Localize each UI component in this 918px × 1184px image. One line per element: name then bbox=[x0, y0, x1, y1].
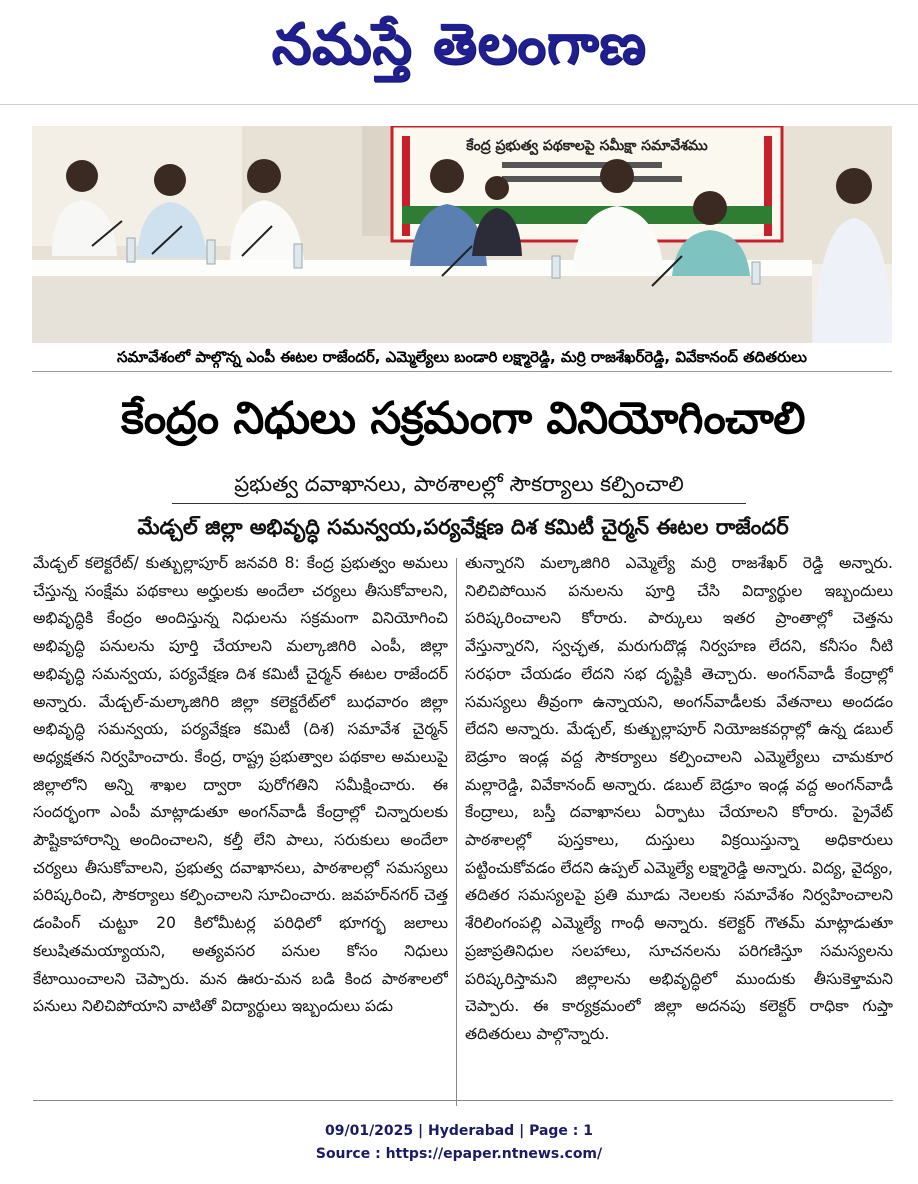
article-column-right bbox=[465, 550, 893, 1110]
article-paragraph: తున్నారని మల్కాజిగిరి ఎమ్మెల్యే మర్రి రాజశేఖర్ రెడ్డి అన్నారు. నిలిచిపోయిన పనులను పూర్తి చేసి విద్యార్థుల ఇబ్బందులు పరిష్కరించాలని కోరారు. పార్కులు ఇతర ప్రాంతాల్లో చెత్తను వేస్తున్నారని, స్వచ్ఛత, మరుగుదొడ్ల నిర్వహణ లేదని, కనీసం నీటి సరఫరా చేయడం లేదని సభ దృష్టికి తెచ్చారు. అంగన్‌వాడీ కేంద్రాల్లో సమస్యలు తీవ్రంగా ఉన్నాయని, అంగన్‌వాడీలకు వేతనాలు అందడం లేదని అన్నారు. మేడ్చల్, కుత్బుల్లాపూర్ నియోజకవర్గాల్లో ఉన్న డబుల్ బెడ్రూం ఇండ్ల వద్ద సౌకర్యాలు కల్పించాలని ఎమ్మెల్యేలు చామకూర మల్లారెడ్డి, వివేకానంద్ అన్నారు. డబుల్ బెడ్రూం ఇండ్ల వద్ద అంగన్‌వాడీ కేంద్రాలు, బస్తీ దవాఖానలు ఏర్పాటు చేయాలని కోరారు. ప్రైవేట్ పాఠశాలల్లో పుస్తకాలు, దుస్తులు విక్రయిస్తున్నా అధికారులు పట్టించుకోవడం లేదని ఉప్పల్ ఎమ్మెల్యే లక్ష్మారెడ్డి అన్నారు. విద్య, వైద్యం, తదితర సమస్యలపై ప్రతి మూడు నెలలకు సమావేశం నిర్వహించాలని శేరిలింగంపల్లి ఎమ్మెల్యే గాంధీ అన్నారు. కలెక్టర్ గౌతమ్ మాట్లాడుతూ ప్రజాప్రతినిధుల సలహాలు, సూచనలను పరిగణిస్తూ సమస్యలను పరిష్కరిస్తామని జిల్లాలను అభివృద్ధిలో ముందుకు తీసుకెళ్తామని చెప్పారు. ఈ కార్యక్రమంలో జిల్లా అదనపు కలెక్టర్ రాధికా గుప్తా తదితరులు పాల్గొన్నారు. bbox=[465, 554, 893, 1043]
column-divider bbox=[456, 558, 457, 1106]
article-subheadline: ప్రభుత్వ దవాఖానలు, పాఠశాలల్లో సౌకర్యాలు కల్పించాలి bbox=[172, 465, 746, 504]
newspaper-logo: నమస్తే తెలంగాణ bbox=[271, 11, 647, 77]
news-photo bbox=[32, 126, 892, 343]
banner-title: కేంద్ర ప్రభుత్వ పథకాలపై సమీక్షా సమావేశము bbox=[466, 138, 708, 154]
source-link[interactable]: Source : https://epaper.ntnews.com/ bbox=[315, 1146, 603, 1162]
meeting-photo-illustration bbox=[32, 126, 892, 343]
article-bottom-rule bbox=[33, 1100, 893, 1101]
photo-caption: సమావేశంలో పాల్గొన్న ఎంపీ ఈటల రాజేందర్, ఎమ్మెల్యేలు బండారి లక్ష్మారెడ్డి, మర్రి రాజశేఖర్‌రెడ్డి, వివేకానంద్ తదితరులు bbox=[32, 343, 892, 372]
article-body bbox=[33, 550, 893, 1110]
masthead bbox=[0, 0, 918, 105]
article-deck: మేడ్చల్ జిల్లా అభివృద్ధి సమన్వయ,పర్యవేక్షణ దిశ కమిటీ చైర్మన్ ఈటల రాజేందర్ bbox=[137, 515, 789, 539]
article-headline: కేంద్రం నిధులు సక్రమంగా వినియోగించాలి bbox=[120, 393, 806, 444]
page-info: 09/01/2025 | Hyderabad | Page : 1 bbox=[324, 1123, 594, 1139]
article-paragraph: మేడ్చల్ కలెక్టరేట్/ కుత్బుల్లాపూర్ జనవరి 8: కేంద్ర ప్రభుత్వం అమలు చేస్తున్న సంక్షేమ పథకాలు అర్హులకు అందేలా చర్యలు తీసుకోవాలని, అభివృద్ధికి కేంద్రం అందిస్తున్న నిధులను సక్రమంగా వినియోగించి అభివృద్ధి పనులను పూర్తి చేయాలని మల్కాజిగిరి ఎంపీ, జిల్లా అభివృద్ధి సమన్వయ, పర్యవేక్షణ దిశ కమిటీ చైర్మన్ ఈటల రాజేందర్ అన్నారు. మేడ్చల్-మల్కాజిగిరి జిల్లా కలెక్టరేట్‌లో బుధవారం జిల్లా అభివృద్ధి సమన్వయ, పర్యవేక్షణ కమిటీ (దిశ) సమావేశ చైర్మన్ అధ్యక్షతన నిర్వహించారు. కేంద్ర, రాష్ట్ర ప్రభుత్వాల పథకాల అమలుపై జిల్లాలోని అన్ని శాఖల ద్వారా పురోగతిని సమీక్షించారు. ఈ సందర్భంగా ఎంపీ మాట్లాడుతూ అంగన్‌వాడీ కేంద్రాల్లో చిన్నారులకు పౌష్టికాహారాన్ని అందించాలని, కల్తీ లేని పాలు, సరుకులు అందేలా చర్యలు తీసుకోవాలని, ప్రభుత్వ దవాఖానలు, పాఠశాలల్లో సమస్యలు పరిష్కరించి, సౌకర్యాలు కల్పించాలని సూచించారు. జవహర్‌నగర్ చెత్త డంపింగ్ చుట్టూ 20 కిలోమీటర్ల పరిధిలో భూగర్భ జలాలు కలుషితమయ్యాయని, అత్యవసర పనుల కోసం నిధులు కేటాయించాలని చెప్పారు. మన ఊరు-మన బడి కింద పాఠశాలలో పనులు నిలిచిపోయాని వాటితో విద్యార్థులు ఇబ్బందులు పడు bbox=[33, 554, 448, 1016]
article-column-left bbox=[33, 550, 448, 1110]
